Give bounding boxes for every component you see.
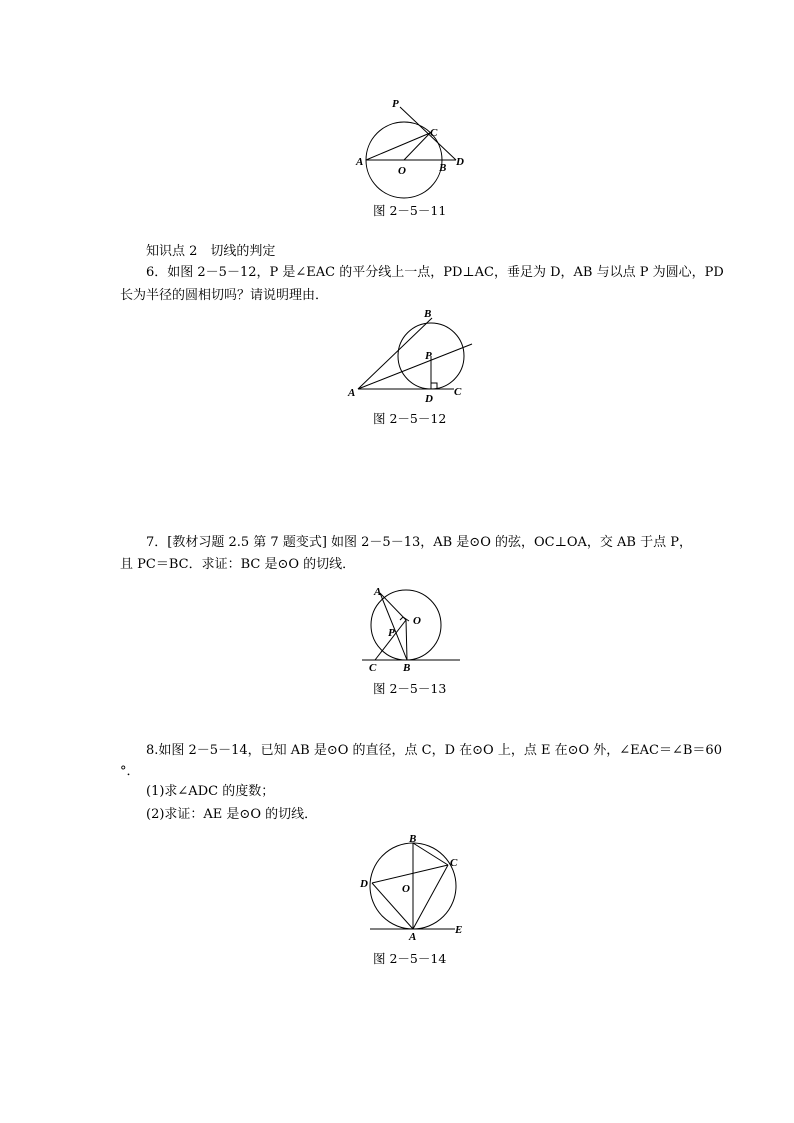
label-o: O: [413, 615, 421, 627]
label-p: P: [388, 627, 395, 639]
label-a: A: [348, 387, 356, 399]
question-7-line-2: 且 PC＝BC．求证：BC 是⊙O 的切线．: [120, 557, 356, 572]
label-c: C: [430, 127, 438, 139]
label-p: P: [425, 350, 432, 362]
figure-caption-11: 图 2－5－11: [373, 203, 447, 218]
label-o: O: [398, 165, 406, 177]
question-6-line-1: 6．如图 2－5－12，P 是∠EAC 的平分线上一点，PD⊥AC，垂足为 D，AB 与以点 P 为圆心，PD: [146, 265, 724, 280]
figure-caption-14: 图 2－5－14: [373, 951, 447, 966]
question-8-part-2: (2)求证：AE 是⊙O 的切线．: [146, 807, 318, 822]
label-a: A: [409, 931, 417, 943]
label-b: B: [409, 833, 417, 845]
section-heading: 知识点 2 切线的判定: [146, 244, 276, 259]
question-7-line-1: 7．[教材习题 2.5 第 7 题变式] 如图 2－5－13，AB 是⊙O 的弦，OC⊥OA，交 AB 于点 P，: [146, 535, 692, 550]
label-d: D: [360, 878, 368, 890]
figure-caption-12: 图 2－5－12: [373, 411, 447, 426]
label-c: C: [450, 857, 458, 869]
question-8-line-2: °．: [120, 764, 140, 779]
chord-dc: [372, 865, 448, 883]
question-6-line-2: 长为半径的圆相切吗？请说明理由．: [120, 288, 329, 303]
label-p: P: [392, 98, 399, 110]
label-e: E: [455, 924, 463, 936]
chord-ac: [413, 865, 448, 929]
label-c: C: [369, 662, 377, 674]
label-d: D: [425, 393, 433, 405]
question-8-line-1: 8.如图 2－5－14，已知 AB 是⊙O 的直径，点 C，D 在⊙O 上，点 E 在⊙O 外，∠EAC＝∠B＝60: [146, 743, 722, 758]
label-o: O: [402, 883, 410, 895]
label-b: B: [439, 162, 447, 174]
label-c: C: [454, 386, 462, 398]
label-b: B: [424, 308, 432, 320]
figure-caption-13: 图 2－5－13: [373, 681, 447, 696]
label-d: D: [456, 156, 464, 168]
label-b: B: [403, 662, 411, 674]
label-a: A: [356, 156, 364, 168]
question-8-part-1: (1)求∠ADC 的度数；: [146, 784, 275, 799]
label-a: A: [374, 586, 382, 598]
